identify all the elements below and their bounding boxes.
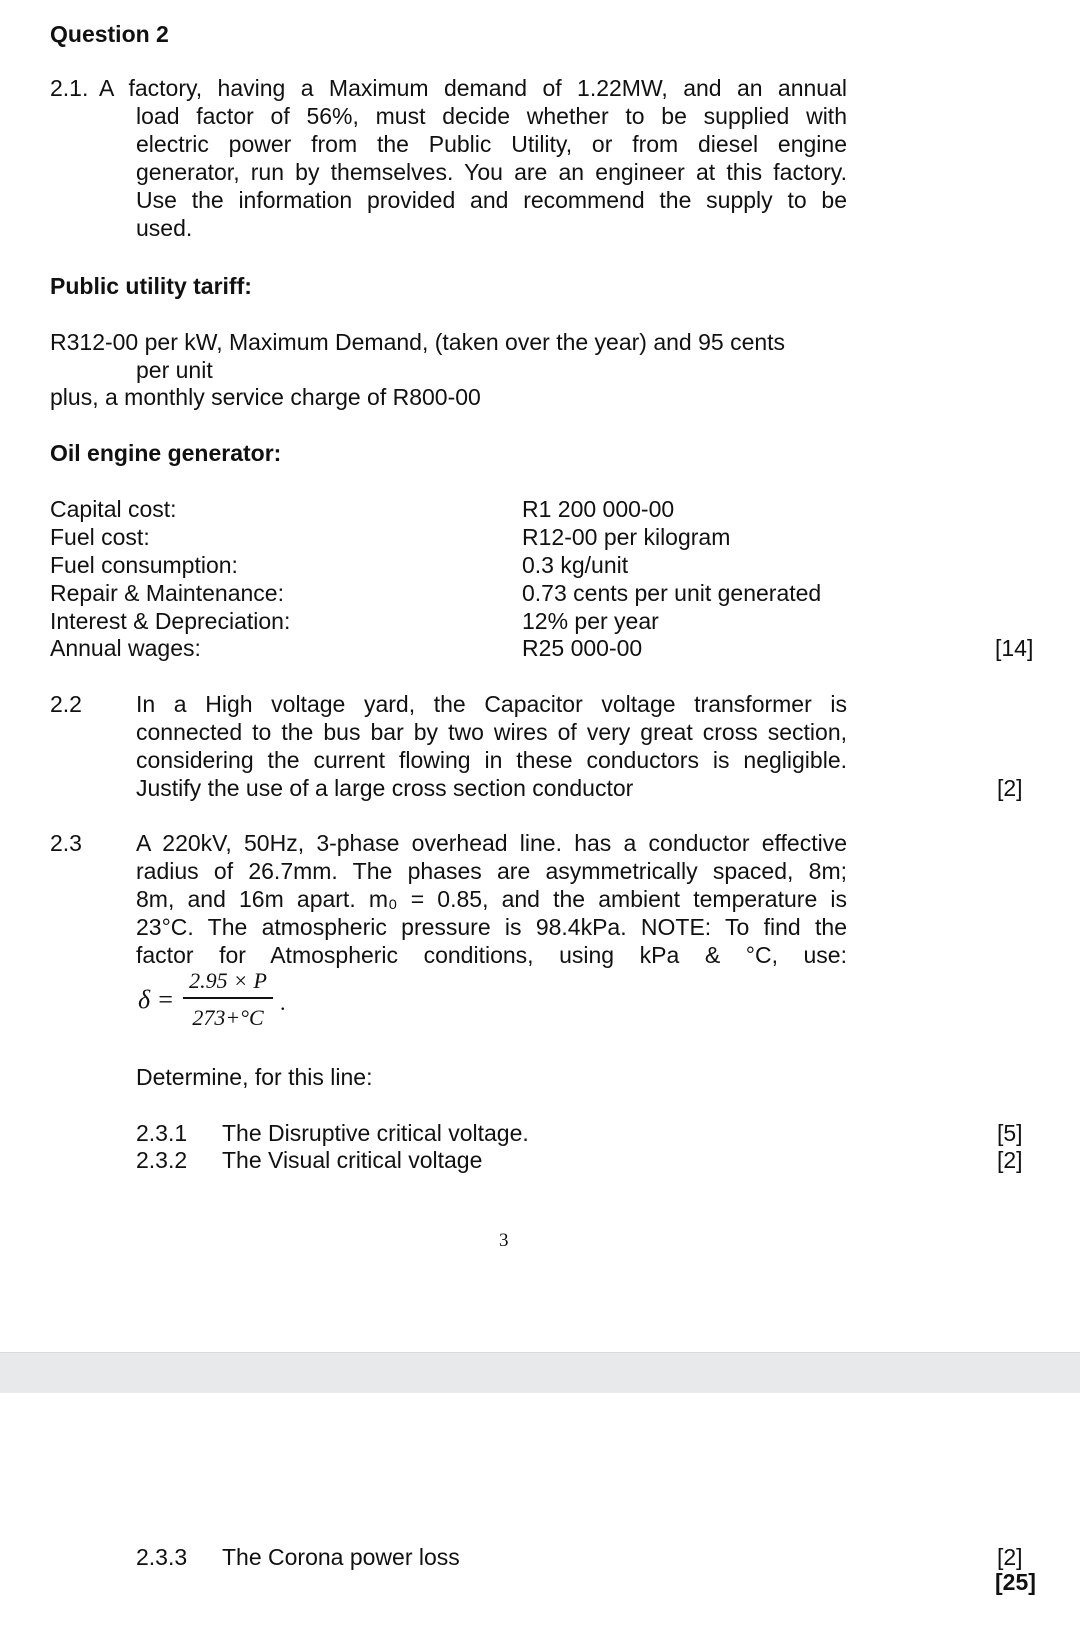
question-title: Question 2: [50, 21, 169, 47]
marks-q21: [14]: [995, 635, 1034, 661]
tariff-line-1: R312-00 per kW, Maximum Demand, (taken over the year) and 95 cents: [50, 329, 786, 355]
total-marks: [25]: [995, 1569, 1036, 1595]
generator-value: 0.3 kg/unit: [522, 552, 629, 578]
marks-q22: [2]: [997, 775, 1023, 801]
q23-line: 23°C. The atmospheric pressure is 98.4kPa. NOTE: To find the: [136, 914, 847, 940]
q22-paragraph: [136, 690, 847, 802]
generator-heading: Oil engine generator:: [50, 440, 282, 466]
q23-line: 8m, and 16m apart. m₀ = 0.85, and the ambient temperature is: [136, 886, 847, 912]
sub-number: 2.3.1: [136, 1120, 188, 1146]
formula-numerator: 2.95 × P: [183, 968, 273, 999]
q21-paragraph-cont: [136, 102, 847, 242]
sub-text: The Disruptive critical voltage.: [222, 1120, 529, 1146]
formula-trail: .: [280, 990, 286, 1015]
tariff-line-2: per unit: [136, 357, 213, 383]
generator-label: Annual wages:: [50, 635, 201, 661]
q22-number: 2.2: [50, 691, 82, 717]
generator-label: Interest & Depreciation:: [50, 608, 291, 634]
generator-label: Capital cost:: [50, 496, 177, 522]
q21-line: A factory, having a Maximum demand of 1.22MW, and an annual: [99, 75, 847, 101]
q22-line: Justify the use of a large cross section conductor: [136, 775, 634, 801]
q23-line: factor for Atmospheric conditions, using kPa & °C, use:: [136, 942, 847, 968]
marks-233: [2]: [997, 1544, 1023, 1570]
sub-number: 2.3.2: [136, 1147, 188, 1173]
q21-line: load factor of 56%, must decide whether to be supplied with: [136, 103, 847, 129]
sub-text: The Corona power loss: [222, 1544, 460, 1570]
q23-paragraph: [136, 829, 847, 969]
formula-lhs: δ =: [138, 985, 175, 1014]
q23-line: A 220kV, 50Hz, 3-phase overhead line. has a conductor effective: [136, 830, 847, 856]
q23-line: radius of 26.7mm. The phases are asymmetrically spaced, 8m;: [136, 858, 847, 884]
marks-231: [5]: [997, 1120, 1023, 1146]
q21-paragraph: [99, 74, 847, 102]
generator-label: Fuel cost:: [50, 524, 150, 550]
q23-number: 2.3: [50, 830, 82, 856]
page-separator: [0, 1352, 1080, 1393]
generator-label: Repair & Maintenance:: [50, 580, 284, 606]
determine-text: Determine, for this line:: [136, 1064, 373, 1090]
generator-label: Fuel consumption:: [50, 552, 238, 578]
q22-line: considering the current flowing in these conductors is negligible.: [136, 747, 847, 773]
document-page-2: [0, 1393, 1080, 1642]
generator-value: 0.73 cents per unit generated: [522, 580, 822, 606]
marks-232: [2]: [997, 1147, 1023, 1173]
q21-line: generator, run by themselves. You are an engineer at this factory.: [136, 159, 847, 185]
page-number: 3: [499, 1230, 509, 1251]
generator-value: R1 200 000-00: [522, 496, 675, 522]
q21-line: Use the information provided and recommend the supply to be: [136, 187, 847, 213]
tariff-heading: Public utility tariff:: [50, 273, 252, 299]
q21-line: used.: [136, 215, 193, 241]
tariff-line-3: plus, a monthly service charge of R800-00: [50, 384, 481, 410]
sub-text: The Visual critical voltage: [222, 1147, 483, 1173]
q21-number: 2.1.: [50, 75, 89, 101]
generator-value: R25 000-00: [522, 635, 643, 661]
q21-line: electric power from the Public Utility, or from diesel engine: [136, 131, 847, 157]
sub-number: 2.3.3: [136, 1544, 188, 1570]
generator-value: R12-00 per kilogram: [522, 524, 731, 550]
formula-denominator: 273+°C: [192, 1005, 264, 1030]
q22-line: In a High voltage yard, the Capacitor voltage transformer is: [136, 691, 847, 717]
generator-value: 12% per year: [522, 608, 659, 634]
q22-line: connected to the bus bar by two wires of very great cross section,: [136, 719, 847, 745]
